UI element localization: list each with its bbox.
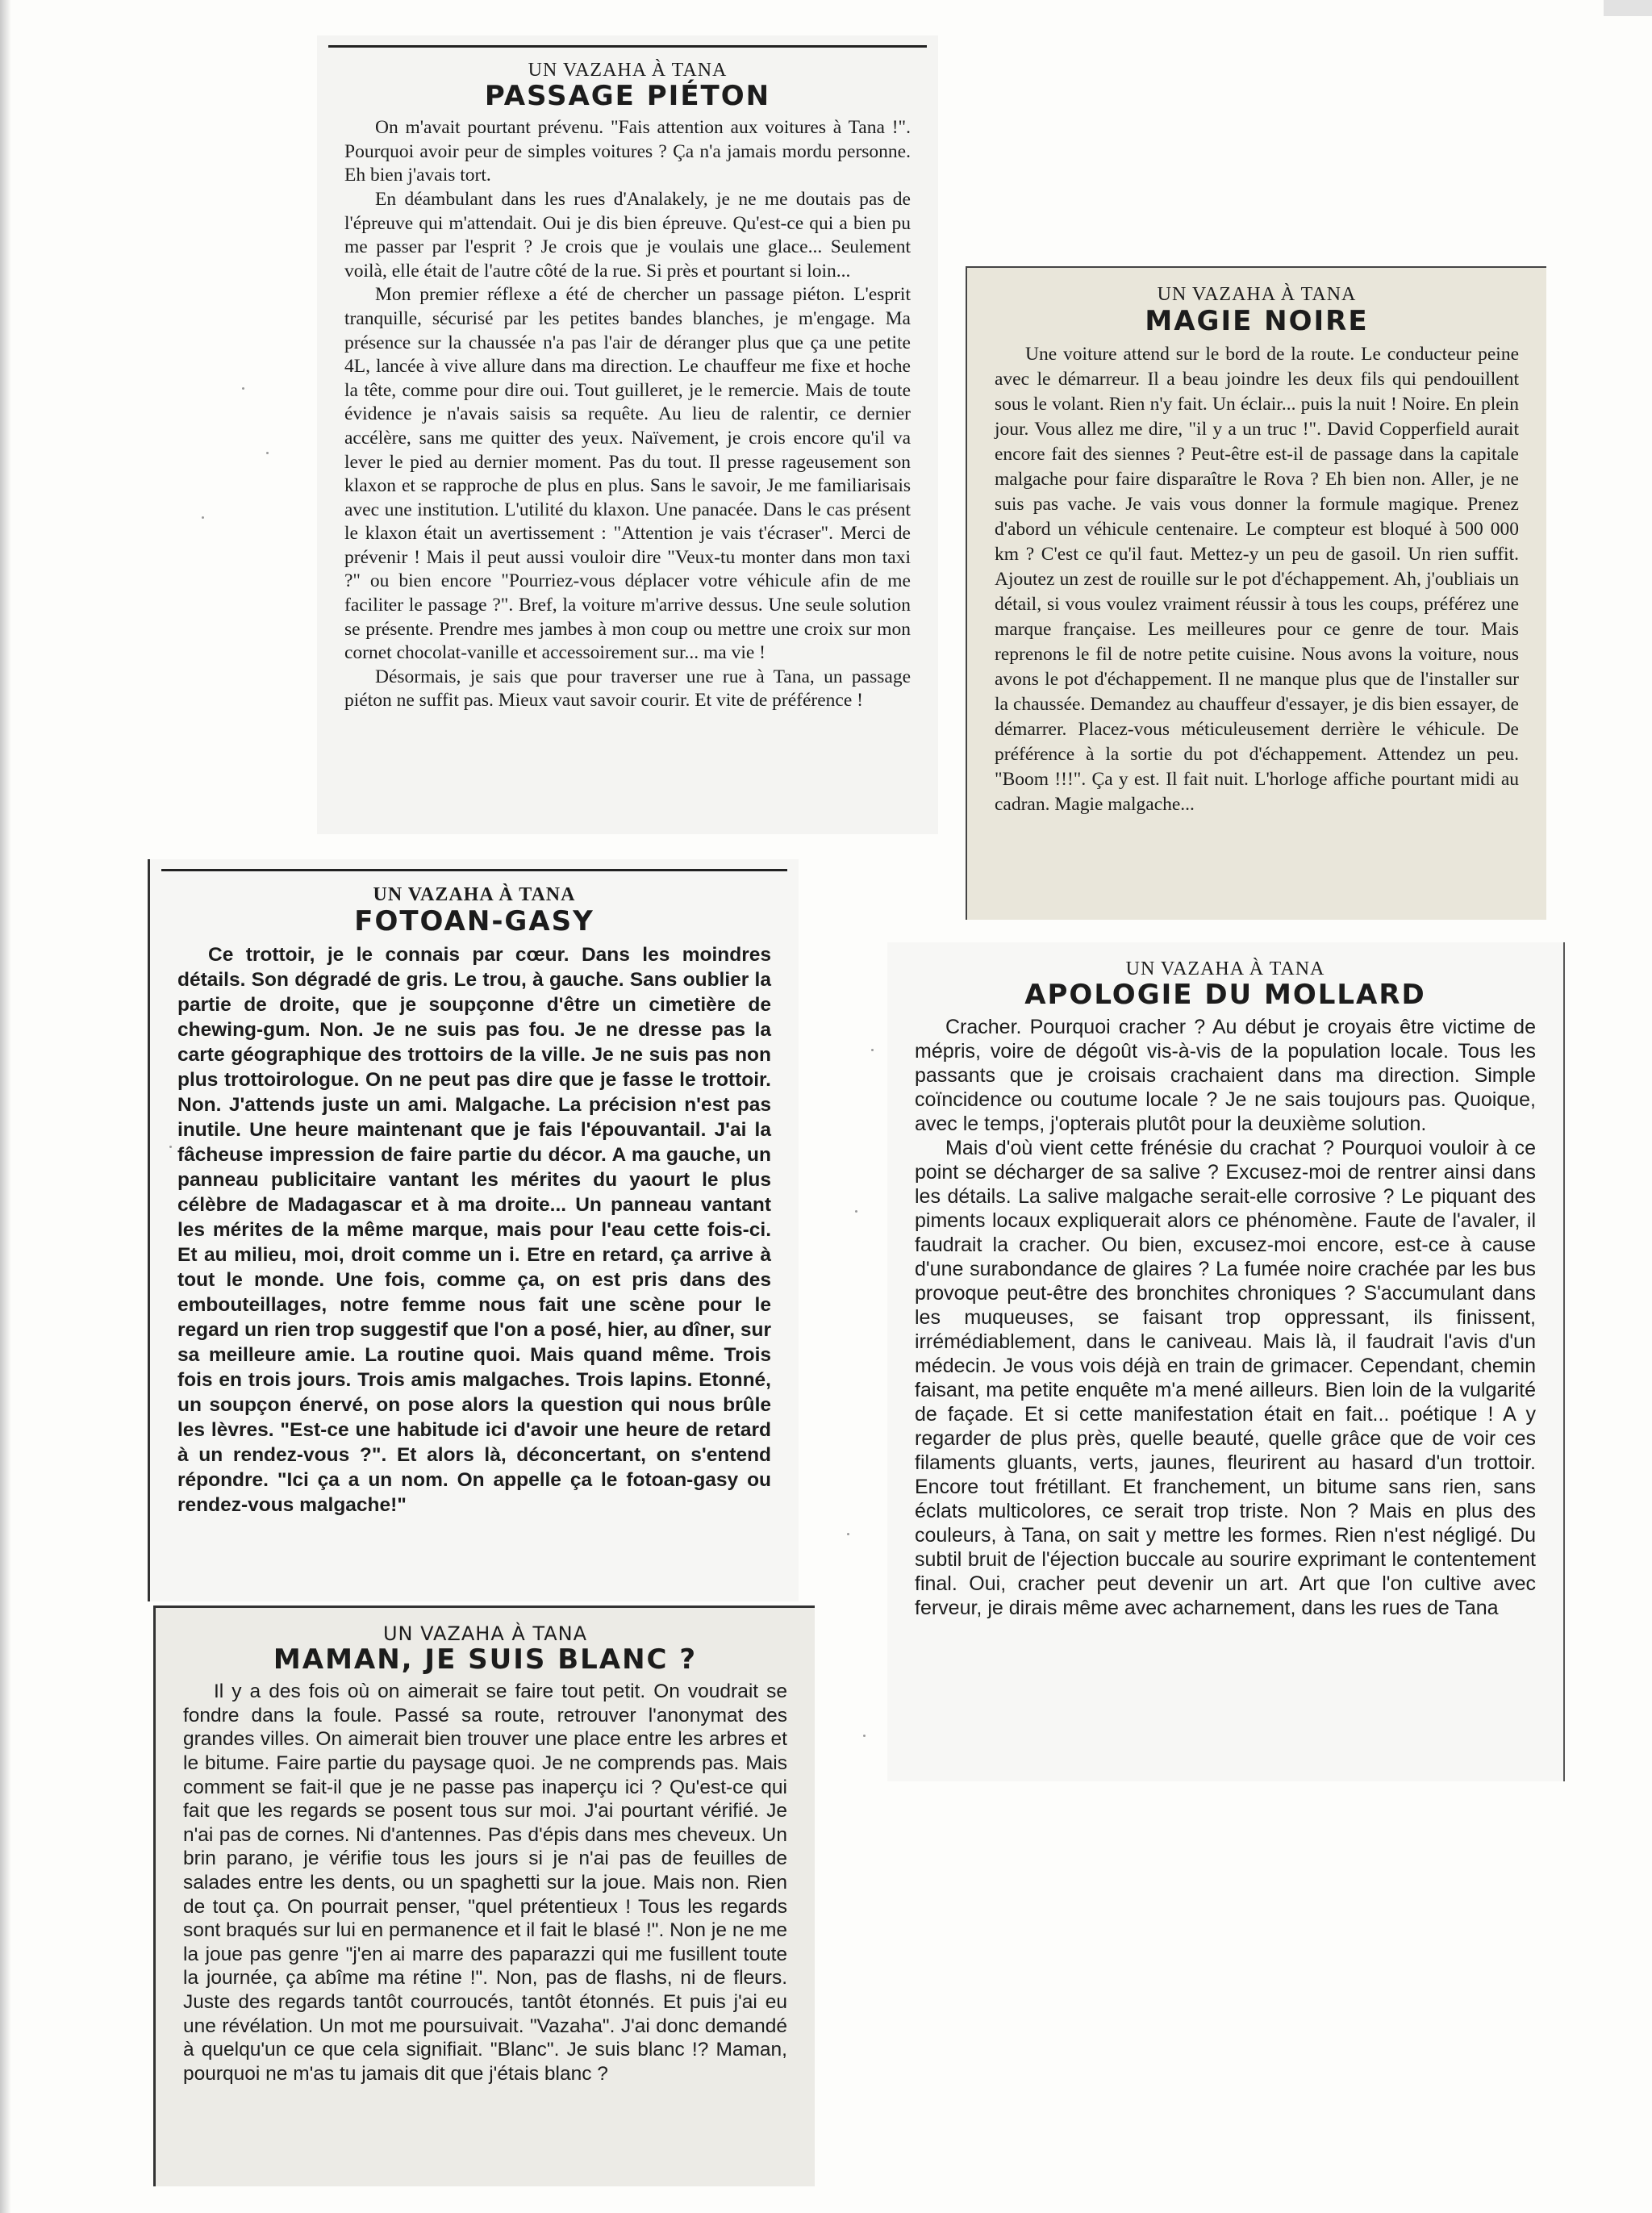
clipping-passage-pieton	[317, 35, 938, 834]
column-kicker: UN VAZAHA À TANA	[1157, 284, 1357, 305]
article-body	[344, 116, 911, 713]
article-body	[183, 1680, 787, 2086]
article-paragraph: Il y a des fois où on aimerait se faire tout petit. On voudrait se fondre dans la foule. Passé sa route, retrouver l'anonymat des grandes villes. On aimerait bien trouver une place entre les arbres et le bitume. Faire partie du paysage quoi. Je ne comprends pas. Mais comment se fait-il que je ne passe pas inaperçu ici ? Qu'est-ce qui fait que les regards se posent tous sur moi. J'ai pourtant vérifié. Je n'ai pas de cornes. Ni d'antennes. Pas d'épis dans mes cheveux. Un brin parano, je vérifie tous les jours si je n'ai pas de feuilles de salades entre les dents, ou un spaghetti sur la joue. Mais non. Rien de tout ça. On pourrait penser, "quel prétentieux ! Tous les regards sont braqués sur lui en permanence et il fait le blasé !". Non je ne me la joue pas genre "j'en ai marre des paparazzi qui me fusillent toute la journée, ça abîme ma rétine !". Non, pas de flashs, ni de fleurs. Juste des regards tantôt courroucés, tantôt étonnés. Et puis j'ai eu une révélation. Un mot me poursuivait. "Vazaha". J'ai donc demandé à quelqu'un ce que cela signifiait. "Blanc". Je suis blanc !? Maman, pourquoi ne m'as tu jamais dit que j'étais blanc ?	[183, 1681, 787, 2085]
article-body	[177, 942, 771, 1518]
scan-speck	[863, 1735, 866, 1737]
scan-speck	[871, 1049, 874, 1051]
column-kicker: UN VAZAHA À TANA	[528, 60, 728, 81]
scan-speck	[266, 452, 269, 454]
article-body	[995, 342, 1519, 817]
article-paragraph: En déambulant dans les rues d'Analakely, je ne me doutais pas de l'épreuve qui m'attendait. Oui je dis bien épreuve. Qu'est-ce qui a bien pu me passer par l'esprit ? Je crois que je voulais une glace... Seulement voilà, elle était de l'autre côté de la rue. Si près et pourtant si loin...	[344, 188, 911, 282]
clipping-fotoan-gasy	[148, 859, 799, 1601]
scan-speck	[202, 516, 204, 519]
article-paragraph: Mon premier réflexe a été de chercher un passage piéton. L'esprit tranquille, sécurisé par les petites bandes blanches, je m'engage. Ma présence sur la chaussée n'a pas l'air de déranger plus que ça une petite 4L, lancée à vive allure dans ma direction. Le chauffeur me fixe et hoche la tête, comme pour dire oui. Tout guilleret, je le remercie. Mais de toute évidence je n'avais saisis sa requête. Au lieu de ralentir, ce dernier accélère, sans me quitter des yeux. Naïvement, je crois encore qu'il va lever le pied au dernier moment. Pas du tout. Il presse rageusement son klaxon et se rapproche de plus en plus. Sans le savoir, Je me familiarisais avec une institution. L'utilité du klaxon. Une panacée. Dans le cas présent le klaxon était un avertissement : "Attention je vais t'écraser". Merci de prévenir ! Mais il peut aussi vouloir dire "Veux-tu monter dans mon taxi ?" ou bien encore "Pourriez-vous déplacer votre véhicule afin de me faciliter le passage ?". Bref, la voiture m'arrive dessus. Une seule solution se présente. Prendre mes jambes à mon coup ou mettre une croix sur mon cornet chocolat-vanille et accessoirement sur... ma vie !	[344, 284, 911, 664]
scan-speck	[855, 1210, 857, 1213]
article-paragraph: Ce trottoir, je le connais par cœur. Dans les moindres détails. Son dégradé de gris. Le trou, à gauche. Sans oublier la partie de droite, que je soupçonne d'être un cimetière de chewing-gum. Non. Je ne suis pas fou. Je ne dresse pas la carte géographique des trottoirs de la ville. Je ne suis pas non plus trottoirologue. On ne peut pas dire que je fasse le trottoir. Non. J'attends juste un ami. Malgache. La précision n'est pas inutile. Une heure maintenant que je fais l'épouvantail. J'ai la fâcheuse impression de faire partie du décor. A ma gauche, un panneau publicitaire vantant les mérites du yaourt le plus célèbre de Madagascar et à ma droite... Un panneau vantant les mérites de la même marque, mais pour l'eau cette fois-ci. Et au milieu, moi, droit comme un i. Etre en retard, ça arrive à tout le monde. Une fois, comme ça, on est pris dans des embouteillages, notre femme nous fait une scène pour le regard un rien trop suggestif que l'on a posé, hier, au dîner, sur sa meilleure amie. La routine quoi. Mais quand même. Trois fois en trois jours. Trois amis malgaches. Trois lapins. Etonné, un soupçon énervé, on pose alors la question qui nous brûle les lèvres. "Est-ce une habitude ici d'avoir une heure de retard à un rendez-vous ?". Et alors là, déconcertant, on s'entend répondre. "Ici ça a un nom. On appelle ça le fotoan-gasy ou rendez-vous malgache!"	[177, 944, 771, 1516]
column-kicker: UN VAZAHA À TANA	[373, 884, 576, 905]
article-title: PASSAGE PIÉTON	[484, 79, 771, 112]
scan-speck	[242, 387, 244, 390]
article-title: APOLOGIE DU MOLLARD	[1024, 979, 1426, 1011]
article-paragraph: Une voiture attend sur le bord de la route. Le conducteur peine avec le démarreur. Il a beau joindre les deux fils qui pendouillent sous le volant. Rien n'y fait. Un éclair... puis la nuit ! Noire. En plein jour. Vous allez me dire, "il y a un truc !". David Copperfield aurait encore fait des siennes ? Peut-être est-il de passage dans la capitale malgache pour faire disparaître le Rova ? Eh bien non. Aller, je ne suis pas vache. Je vais vous donner la formule magique. Prenez d'abord un véhicule centenaire. Le compteur est bloqué à 500 000 km ? C'est ce qu'il faut. Mettez-y un peu de gasoil. Un rien suffit. Ajoutez un zest de rouille sur le pot d'échappement. Ah, j'oubliais un détail, si vous voulez vraiment réussir à tous les coups, préférez une marque française. Les meilleures pour ce genre de tour. Mais reprenons le fil de notre petite cuisine. Nous avons la voiture, nous avons le pot d'échappement. Il ne manque plus que de l'installer sur la chaussée. Demandez au chauffeur d'essayer, je dis bien essayer, de démarrer. Placez-vous méticuleusement derrière le véhicule. De préférence à la sortie du pot d'échappement. Attendez un peu. "Boom !!!". Ça y est. Il fait nuit. L'horloge affiche pourtant midi au cadran. Magie malgache...	[995, 344, 1519, 815]
article-title: MAGIE NOIRE	[1145, 305, 1369, 337]
article-paragraph: Mais d'où vient cette frénésie du crachat ? Pourquoi vouloir à ce point se décharger de sa salive ? Excusez-moi de rentrer ainsi dans les détails. La salive malgache serait-elle corrosive ? Le piquant des piments locaux expliquerait alors ce phénomène. Faute de l'avaler, il faudrait la cracher. Ou bien, excusez-moi encore, est-ce à cause d'une surabondance de glaires ? La fumée noire crachée par les bus provoque peut-être des bronchites chroniques ? S'accumulant dans les muqueuses, se faisant trop oppressant, ils finissent, irrémédiablement, dans le caniveau. Mais là, il faudrait l'avis d'un médecin. Je vous vois déjà en train de grimacer. Cependant, chemin faisant, ma petite enquête m'a mené ailleurs. Bien loin de la vulgarité de façade. Et si cette manifestation était en fait... poétique ! A y regarder de plus près, quelle beauté, quelle grâce que de voir ces filaments gluants, verts, jaunes, fleurirent au hasard d'un trottoir. Encore tout frétillant. Et franchement, un bitume sans rien, sans éclats multicolores, ce serait trop triste. Non ? Mais en plus des couleurs, à Tana, on sait y mettre les formes. Rien n'est négligé. Du subtil bruit de l'éjection buccale au sourire exprimant le contentement final. Oui, cracher peut devenir un art. Art que l'on cultive avec ferveur, je dirais même avec acharnement, dans les rues de Tana	[915, 1137, 1536, 1619]
clipping-top-rule	[161, 869, 787, 871]
article-paragraph: Cracher. Pourquoi cracher ? Au début je croyais être victime de mépris, voire de dégoût vis-à-vis de la population locale. Tous les passants que je croisais crachaient dans ma direction. Simple coïncidence ou coutume locale ? Je ne sais toujours pas. Quoique, avec le temps, j'opterais plutôt pour la deuxième solution.	[915, 1016, 1536, 1135]
column-kicker: UN VAZAHA À TANA	[1125, 958, 1325, 979]
article-paragraph: On m'avait pourtant prévenu. "Fais attention aux voitures à Tana !". Pourquoi avoir peur de simples voitures ? Ça n'a jamais mordu personne. Eh bien j'avais tort.	[344, 117, 911, 186]
clipping-maman-je-suis-blanc	[153, 1605, 815, 2186]
scan-speck	[169, 1146, 172, 1148]
scan-edge-shadow	[0, 0, 11, 2213]
article-paragraph: Désormais, je sais que pour traverser une rue à Tana, un passage piéton ne suffit pas. Mieux vaut savoir courir. Et vite de préférence !	[344, 666, 911, 712]
clipping-magie-noire	[966, 266, 1546, 920]
article-body	[915, 1015, 1536, 1620]
scan-corner-mark	[1604, 0, 1652, 16]
column-kicker: UN VAZAHA À TANA	[382, 1622, 588, 1645]
scan-speck	[847, 1533, 849, 1535]
clipping-top-rule	[328, 45, 927, 48]
article-title: MAMAN, JE SUIS BLANC ?	[273, 1643, 698, 1676]
article-title: FOTOAN-GASY	[354, 905, 594, 937]
clipping-apologie-du-mollard	[887, 942, 1565, 1781]
